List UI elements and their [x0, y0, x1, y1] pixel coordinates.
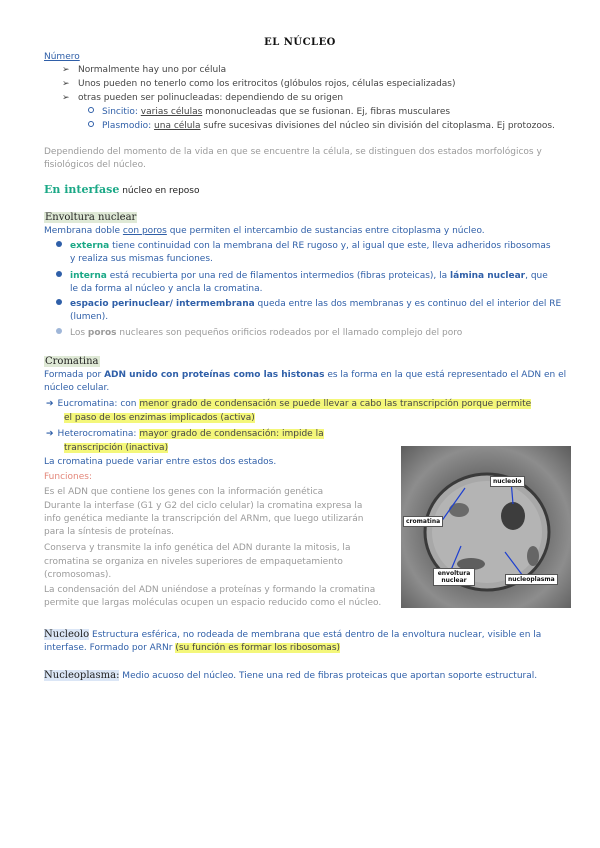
numero-item: ➢ Normalmente hay uno por célula: [62, 65, 227, 75]
funciones-line: cromatina se organiza en niveles superiores de empaquetamiento: [44, 557, 343, 567]
nucleolus-shape: [501, 502, 525, 530]
nucleoplasma-line: Nucleoplasma: Medio acuoso del núcleo. Tiene una red de fibras proteicas que aportan soporte estructural.: [44, 670, 538, 681]
arrow-bullet-icon: ➢: [62, 65, 70, 75]
interfase-heading: En interfase núcleo en reposo: [44, 183, 200, 196]
envoltura-bullet-cont: le da forma al núcleo y ancla la cromatina.: [70, 284, 263, 294]
bullet-dot-icon: [56, 299, 62, 305]
numero-item: ➢ Unos pueden no tenerlo como los eritrocitos (glóbulos rojos, células especializadas): [62, 79, 456, 89]
label-nucleoplasma: nucleoplasma: [505, 574, 558, 585]
cromatina-desc: Formada por ADN unido con proteínas como las histonas es la forma en la que está representado el ADN en el: [44, 370, 567, 380]
chromatin-patch: [449, 503, 469, 517]
funciones-line: para la síntesis de proteínas.: [44, 527, 175, 537]
nucleolo-line-cont: interfase. Formado por ARNr (su función es formar los ribosomas): [44, 643, 341, 653]
envoltura-heading: Envoltura nuclear: [45, 212, 137, 223]
funciones-line: Conserva y transmite la info genética del ADN durante la mitosis, la: [44, 543, 351, 553]
cromatina-vary: La cromatina puede variar entre estos dos estados.: [44, 457, 277, 467]
bullet-dot-icon: [56, 241, 62, 247]
heterocromatina-line-cont: transcripción (inactiva): [64, 443, 169, 453]
funciones-heading: Funciones:: [44, 472, 93, 482]
arrow-bullet-icon: ➢: [62, 93, 70, 103]
label-cromatina: cromatina: [403, 516, 443, 527]
eucromatina-line: ➔ Eucromatina: con menor grado de condensación se puede llevar a cabo las transcripción porque permite: [46, 399, 532, 409]
label-nucleolo: nucleolo: [490, 476, 525, 487]
envoltura-bullet: espacio perinuclear/ intermembrana queda entre las dos membranas y es continuo del el interior del RE: [56, 298, 561, 311]
envoltura-bullet-cont: y realiza sus mismas funciones.: [70, 254, 213, 264]
cromatina-desc: núcleo celular.: [44, 383, 110, 393]
circle-bullet-icon: [88, 107, 94, 113]
arrow-right-icon: ➔: [46, 429, 54, 439]
cromatina-heading: Cromatina: [45, 356, 99, 367]
circle-bullet-icon: [88, 121, 94, 127]
eucromatina-line-cont: el paso de los enzimas implicados (activa): [64, 413, 255, 423]
page-title: EL NÚCLEO: [264, 37, 336, 48]
label-envoltura-nuclear: envoltura nuclear: [433, 568, 475, 586]
numero-subitem: Plasmodio: una célula sufre sucesivas divisiones del núcleo sin división del citoplasma. Ej protozoos.: [88, 120, 555, 133]
chromatin-patch: [527, 546, 539, 566]
funciones-line: permite que largas moléculas ocupen un espacio reducido como el núcleo.: [44, 598, 382, 608]
envoltura-bullet: interna está recubierta por una red de filamentos intermedios (fibras proteicas), la lámina nuclear, que: [56, 270, 548, 283]
funciones-line: La condensación del ADN uniéndose a proteínas y formando la cromatina: [44, 585, 376, 595]
envoltura-bullet-cont: (lumen).: [70, 312, 109, 322]
envoltura-bullet: externa tiene continuidad con la membrana del RE rugoso y, al igual que este, lleva adheridos ribosomas: [56, 240, 551, 253]
numero-heading: Número: [44, 52, 80, 62]
heterocromatina-line: ➔ Heterocromatina: mayor grado de condensación: impide la: [46, 429, 324, 439]
funciones-line: (cromosomas).: [44, 570, 112, 580]
envoltura-bullet: Los poros nucleares son pequeños orificios rodeados por el llamado complejo del poro: [56, 327, 462, 340]
bullet-dot-icon: [56, 328, 62, 334]
funciones-line: Durante la interfase (G1 y G2 del ciclo celular) la cromatina expresa la: [44, 501, 363, 511]
nucleolo-line: Nucleolo Estructura esférica, no rodeada de membrana que está dentro de la envoltura nuclear, visible en la: [44, 629, 542, 640]
funciones-line: Es el ADN que contiene los genes con la información genética: [44, 487, 324, 497]
intro-text: fisiológicos del núcleo.: [44, 160, 146, 170]
numero-item: ➢ otras pueden ser polinucleadas: dependiendo de su origen: [62, 93, 344, 103]
arrow-bullet-icon: ➢: [62, 79, 70, 89]
funciones-line: info genética mediante la transcripción del ARNm, que luego utilizarán: [44, 514, 364, 524]
arrow-right-icon: ➔: [46, 399, 54, 409]
numero-subitem: Sincitio: varias células mononucleadas que se fusionan. Ej, fibras musculares: [88, 106, 450, 119]
bullet-dot-icon: [56, 271, 62, 277]
intro-text: Dependiendo del momento de la vida en que se encuentre la célula, se distinguen dos estados morfológicos y: [44, 147, 542, 157]
nucleus-micrograph: [401, 446, 571, 608]
envoltura-desc: Membrana doble con poros que permiten el intercambio de sustancias entre citoplasma y núcleo.: [44, 226, 485, 236]
